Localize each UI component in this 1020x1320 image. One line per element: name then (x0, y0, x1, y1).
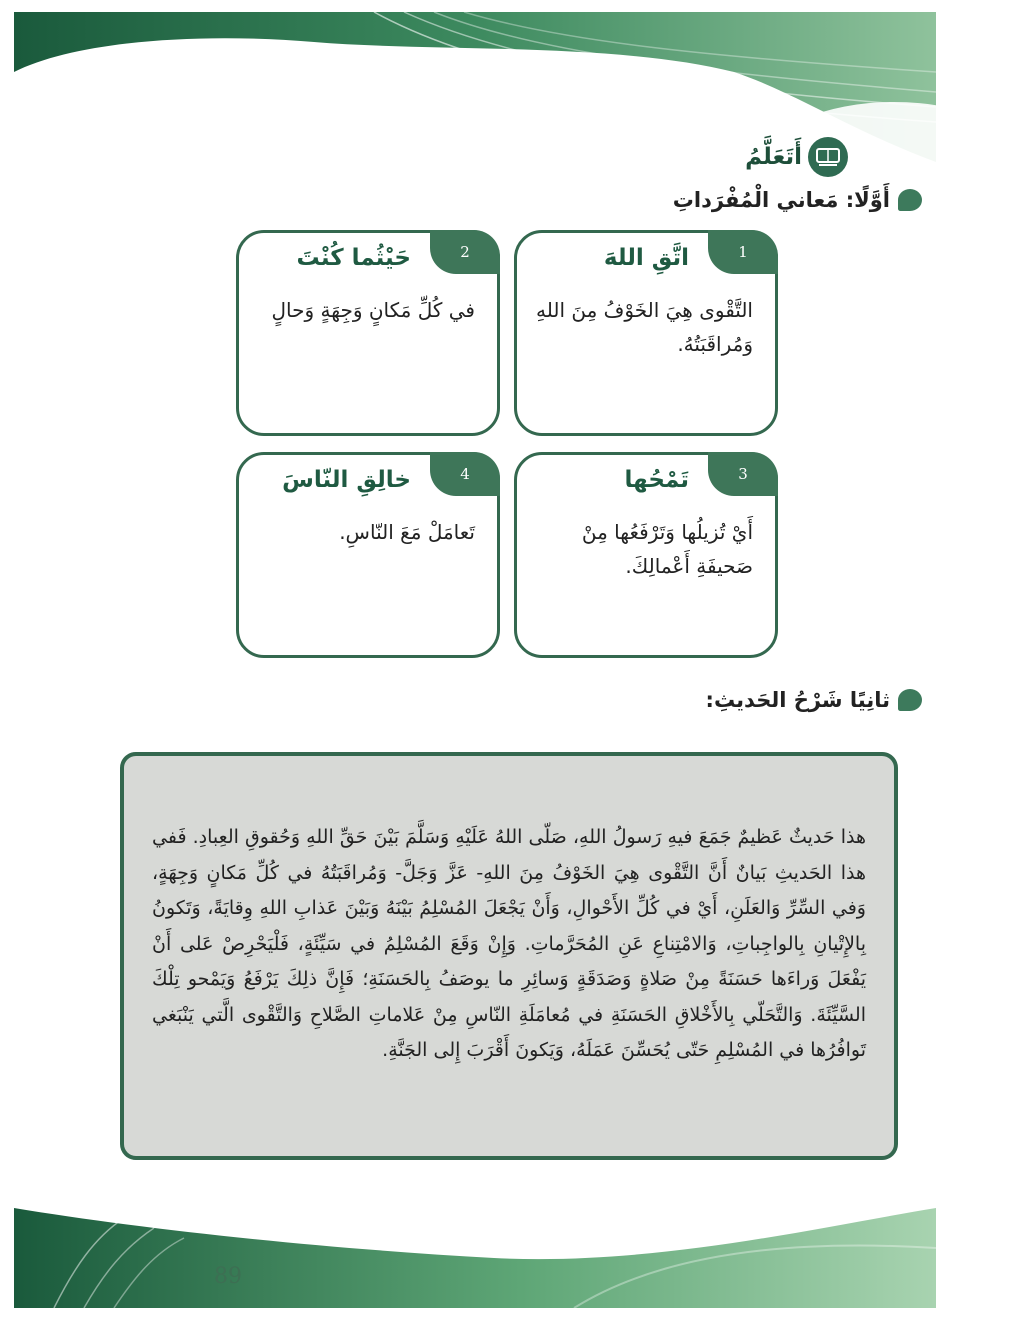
card-meaning: في كُلِّ مَكانٍ وَجِهَةٍ وَحالٍ (271, 298, 475, 322)
textbook-page (14, 12, 936, 1308)
card-number: 2 (430, 230, 500, 274)
card-term: تَمْحُها (624, 467, 689, 493)
section-one-heading (673, 188, 922, 212)
card-number: 1 (708, 230, 778, 274)
explanation-panel (120, 752, 898, 1160)
card-meaning: التَّقْوى هِيَ الخَوْفُ مِنَ اللهِ وَمُراقَبَتُهُ. (536, 298, 753, 356)
vocab-card-2 (236, 230, 500, 436)
section-two-heading (706, 688, 922, 712)
leaf-bullet-icon (898, 689, 922, 711)
learn-label: أَتَعَلَّمُ (745, 144, 802, 170)
card-term: حَيْثُما كُنْتَ (296, 245, 411, 271)
footer-decoration (14, 1208, 936, 1308)
leaf-bullet-icon (898, 189, 922, 211)
card-number: 3 (708, 452, 778, 496)
section-one-title: أَوَّلًا: مَعاني الْمُفْرَداتِ (672, 188, 890, 212)
book-icon (808, 137, 848, 177)
section-two-title: ثانِيًا شَرْحُ الحَديثِ: (705, 688, 890, 712)
card-number: 4 (430, 452, 500, 496)
card-meaning: تَعامَلْ مَعَ النّاسِ. (339, 520, 475, 544)
vocab-card-4 (236, 452, 500, 658)
vocab-card-3 (514, 452, 778, 658)
card-term: خالِقِ النّاسَ (282, 467, 411, 493)
card-meaning: أَيْ تُزيلُها وَتَرْفَعُها مِنْ صَحيفَةِ أَعْمالِكَ. (581, 520, 753, 578)
learn-heading (745, 137, 848, 177)
vocab-card-1 (514, 230, 778, 436)
explanation-text: هذا حَديثٌ عَظيمٌ جَمَعَ فيهِ رَسولُ اللهِ، صَلّى اللهُ عَلَيْهِ وَسَلَّمَ بَيْنَ حَقِّ اللهِ وَحُقوقِ العِبادِ. فَفي هذا الحَديثِ بَيانٌ أَنَّ التَّقْوى هِيَ الخَوْفُ مِنَ اللهِ- عَزَّ وَجَلَّ- وَمُراقَبَتُهُ في كُلِّ مَكانٍ وَجِهَةٍ، وَفي السِّرِّ وَالعَلَنِ، أَيْ في كُلِّ الأَحْوالِ، وَأَنْ يَجْعَلَ المُسْلِمُ بَيْنَهُ وَبَيْنَ عَذابِ اللهِ وِقايَةً، وَتَكونُ بِالإِتْيانِ بِالواجِباتِ، وَالامْتِناعِ عَنِ المُحَرَّماتِ. وَإِنْ وَقَعَ المُسْلِمُ في سَيِّئَةٍ، فَلْيَحْرِصْ عَلى أَنْ يَفْعَلَ وَراءَها حَسَنَةً مِنْ صَلاةٍ وَصَدَقَةٍ وَسائِرِ ما يوصَفُ بِالحَسَنَةِ؛ فَإِنَّ ذلِكَ يَرْفَعُ وَيَمْحو تِلْكَ السَّيِّئَةَ. وَالتَّحَلّي بِالأَخْلاقِ الحَسَنَةِ في مُعامَلَةِ النّاسِ مِنْ عَلاماتِ الصَّلاحِ وَالتَّقْوى الَّتي يَنْبَغي تَوافُرُها في المُسْلِمِ حَتّى يُحَسِّنَ عَمَلَهُ، وَيَكونَ أَقْرَبَ إِلى الجَنَّةِ. (152, 826, 866, 1061)
page-number: 89 (214, 1264, 242, 1289)
card-term: اتَّقِ اللهَ (603, 245, 689, 271)
